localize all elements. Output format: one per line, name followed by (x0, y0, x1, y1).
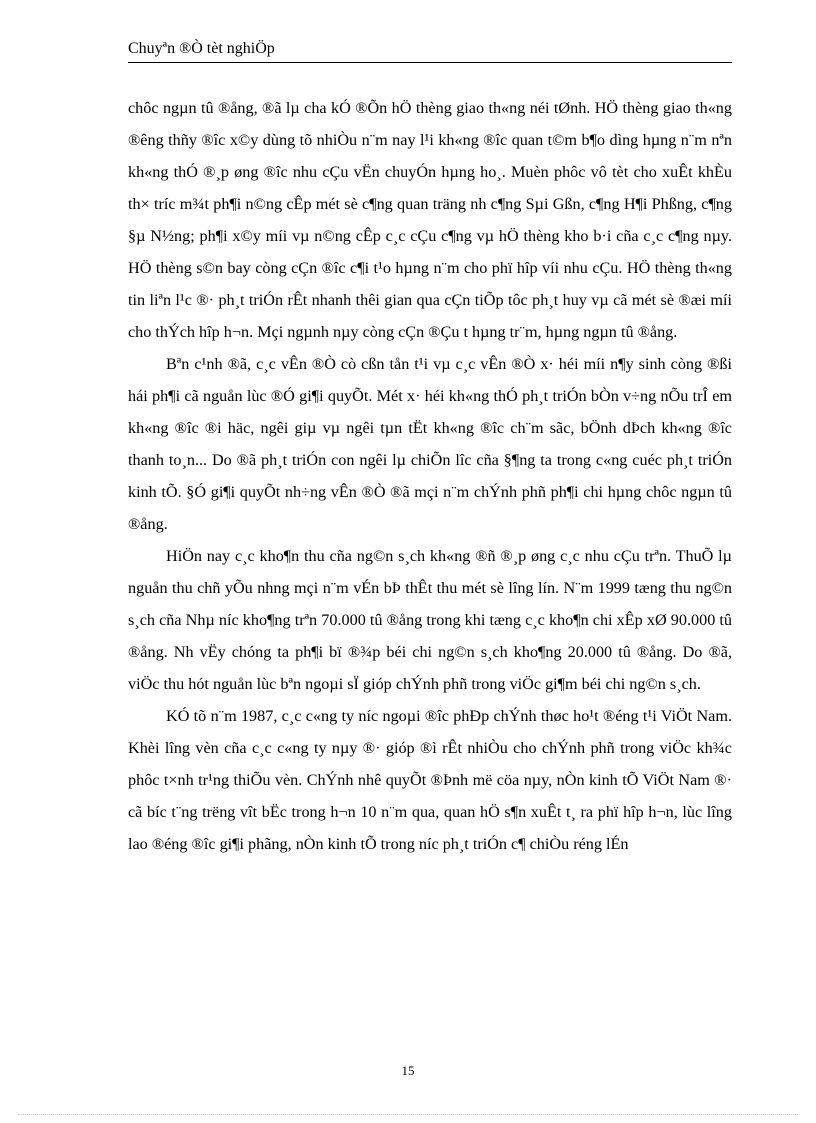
paragraph: HiÖn nay c¸c kho¶n thu cña ng©n s¸ch kh«ng ®ñ ®¸p øng c¸c nhu cÇu trªn. ThuÕ lµ nguån thu chñ yÕu nhng mçi n¨m vÉn bÞ thÊt thu mét sè lîng lín. N¨m 1999 tæng thu ng©n s¸ch cña Nhµ níc kho¶ng trªn 70.000 tû ®ång trong khi tæng c¸c kho¶n chi xÊp xØ 90.000 tû ®ång. Nh vËy chóng ta ph¶i bï ®¾p béi chi ng©n s¸ch kho¶ng 20.000 tû ®ång. Do ®ã, viÖc thu hót nguån lùc bªn ngoµi sÏ gióp chÝnh phñ trong viÖc gi¶m béi chi ng©n s¸ch. (128, 547, 732, 693)
page-edge-divider (18, 1114, 798, 1115)
paragraph: KÓ tõ n¨m 1987, c¸c c«ng ty níc ngoµi ®îc phÐp chÝnh thøc ho¹t ®éng t¹i ViÖt Nam. Khèi lîng vèn cña c¸c c«ng ty nµy ®· gióp ®ì rÊt nhiÒu cho chÝnh phñ trong viÖc kh¾c phôc t×nh tr¹ng thiÕu vèn. ChÝnh nhê quyÕt ®Þnh më cöa nµy, nÒn kinh tÕ ViÖt Nam ®· cã bíc t¨ng trëng vît bËc trong h¬n 10 n¨m qua, quan hÖ s¶n xuÊt t¸ ra phï hîp h¬n, lùc lîng lao ®éng ®îc gi¶i phãng, nÒn kinh tÕ trong níc ph¸t triÓn c¶ chiÒu réng lÉn (128, 707, 732, 853)
header-title: Chuyªn ®Ò tèt nghiÖp (128, 40, 275, 57)
page-number: 15 (401, 1063, 415, 1078)
paragraph: chôc ngµn tû ®ång, ®ã lµ cha kÓ ®Õn hÖ thèng giao th«ng néi tØnh. HÖ thèng giao th«ng ®êng thñy ®îc x©y dùng tõ nhiÒu n¨m nay l¹i kh«ng ®îc quan t©m b¶o dìng hµng n¨m nªn kh«ng thÓ ®¸p øng ®îc nhu cÇu vËn chuyÓn hµng ho¸. Muèn phôc vô tèt cho xuÊt khÈu th× tríc m¾t ph¶i n©ng cÊp mét sè c¶ng quan träng nh c¶ng Sµi Gßn, c¶ng H¶i Phßng, c¶ng §µ N½ng; ph¶i x©y míi vµ n©ng cÊp c¸c cÇu c¶ng vµ hÖ thèng kho b·i cña c¸c c¶ng nµy. HÖ thèng s©n bay còng cÇn ®îc c¶i t¹o hµng n¨m cho phï hîp víi nhu cÇu. HÖ thèng th«ng tin liªn l¹c ®· ph¸t triÓn rÊt nhanh thêi gian qua cÇn tiÕp tôc ph¸t huy vµ cã mét sè ®æi míi cho thÝch hîp h¬n. Mçi ngµnh nµy còng cÇn ®Çu t hµng tr¨m, hµng ngµn tû ®ång. (128, 99, 732, 341)
page-header (128, 38, 732, 63)
body-text (128, 92, 732, 860)
paragraph: Bªn c¹nh ®ã, c¸c vÊn ®Ò cò cßn tån t¹i vµ c¸c vÊn ®Ò x· héi míi n¶y sinh còng ®ßi hái ph¶i cã nguån lùc ®Ó gi¶i quyÕt. Mét x· héi kh«ng thÓ ph¸t triÓn bÒn v÷ng nÕu trÎ em kh«ng ®îc ®i häc, ngêi giµ vµ ngêi tµn tËt kh«ng ®îc ch¨m sãc, bÖnh dÞch kh«ng ®îc thanh to¸n... Do ®ã ph¸t triÓn con ngêi lµ chiÕn lîc cña §¶ng ta trong c«ng cuéc ph¸t triÓn kinh tÕ. §Ó gi¶i quyÕt nh÷ng vÊn ®Ò ®ã mçi n¨m chÝnh phñ ph¶i chi hµng chôc ngµn tû ®ång. (128, 355, 732, 533)
